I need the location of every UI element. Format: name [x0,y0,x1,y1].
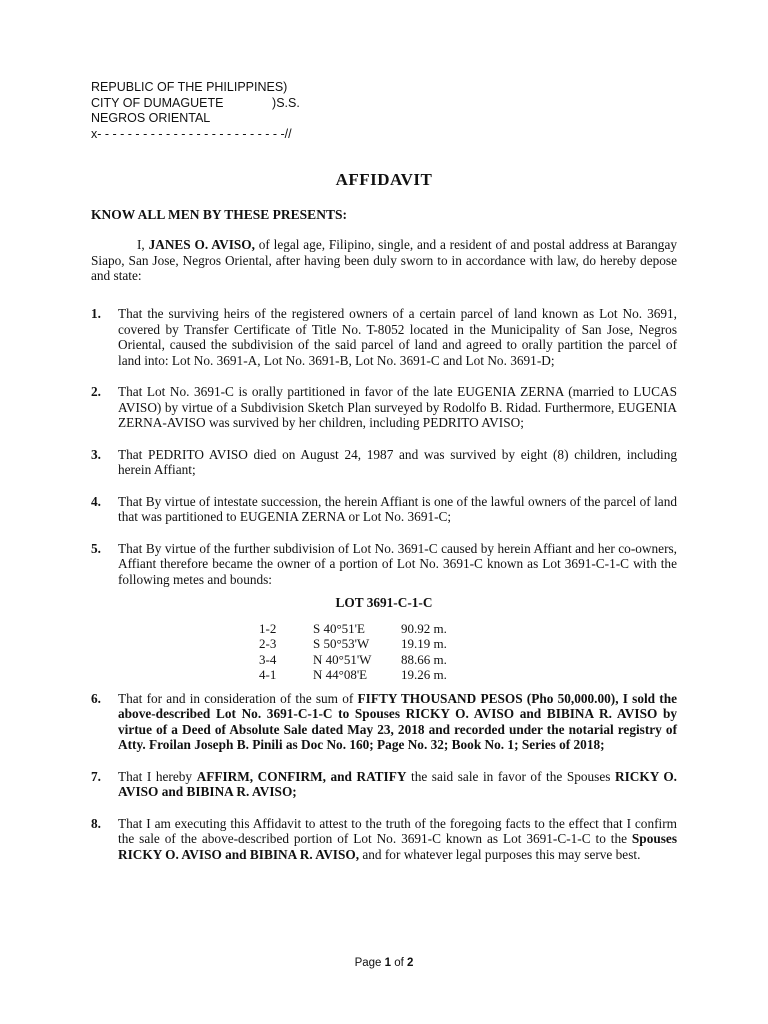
item-number: 1. [91,306,101,321]
venue-line-province: NEGROS ORIENTAL [91,111,211,125]
intro-rest: of legal age, Filipino, single, and a resident of and postal address at Barangay Siapo, San Jose, Negros Oriental, after having been duly sworn to in accordance with law, do hereby depose and state: [91,237,678,283]
intro-paragraph [91,237,677,284]
distance-cell: 88.66 m. [401,651,447,667]
document-title: AFFIDAVIT [335,170,433,189]
item-number: 7. [91,768,101,784]
item7-prefix: That I hereby [118,768,197,784]
list-item [91,769,677,800]
venue-line-republic: REPUBLIC OF THE PHILIPPINES) [91,80,288,94]
bearing-cell: S 40°51'E [313,620,365,636]
page-word: Page [354,957,385,969]
affiant-name: JANES O. AVISO, [148,237,255,252]
item-text [118,816,677,863]
item-number: 4. [91,493,101,509]
item-text [118,769,677,800]
bearing-cell: S 50°53'W [313,636,370,651]
item7-mid: the said sale in favor of the Spouses [406,768,615,784]
item8-suffix: and for whatever legal purposes this may serve best. [359,846,641,862]
page-number: 1 [384,957,392,969]
page-footer [0,957,768,969]
metes-bounds-table [259,621,461,683]
item-text: That By virtue of the further subdivision of Lot No. 3691-C caused by herein Affiant and her co-owners, Affiant therefore became the owner of a portion of Lot No. 3691-C known as Lot 3691-C-1-C with the following metes and bounds: [118,540,677,587]
item6-bold: FIFTY THOUSAND PESOS (Pho 50,000.00), I sold the above-described Lot No. 3691-C-1-C to Spouses RICKY O. AVISO and BIBINA R. AVISO by virtue of a Deed of Absolute Sale dated May 23, 2018 and recorded under the notarial registry of Atty. Froilan Joseph B. Pinili as Doc No. 160; Page No. 32; Book No. 1; Series of 2018; [118,690,678,752]
intro-prefix: I, [137,237,149,252]
line-cell: 2-3 [259,636,277,651]
item8-prefix: That I am executing this Affidavit to attest to the truth of the foregoing facts to the effect that I confirm the sale of the above-described portion of Lot No. 3691-C known as Lot 3691-C-1-C to the [118,815,677,846]
venue-line-separator: x- - - - - - - - - - - - - - - - - - - - - - - - -// [91,126,292,141]
item-text [118,691,677,753]
distance-cell: 19.19 m. [401,636,447,651]
item8-bold: Spouses RICKY O. AVISO and BIBINA R. AVISO, [118,831,677,862]
item-number: 8. [91,815,101,831]
item-number: 6. [91,690,101,706]
venue-line-city: CITY OF DUMAGUETE )S.S. [91,95,300,110]
list-item [91,494,677,525]
list-item [91,816,677,863]
item-text: That PEDRITO AVISO died on August 24, 1987 and was survived by eight (8) children, including herein Affiant; [118,446,677,477]
lot-heading: LOT 3691-C-1-C [335,595,433,610]
table-row [259,636,461,652]
item-text: That the surviving heirs of the registered owners of a certain parcel of land known as Lot No. 3691, covered by Transfer Certificate of Title No. T-8052 located in the Municipality of San Jose, Negros Oriental, caused the subdivision of the said parcel of land and agreed to orally partition the parcel of land into: Lot No. 3691-A, Lot No. 3691-B, Lot No. 3691-C and Lot No. 3691-D; [118,306,677,368]
venue-block [91,80,300,142]
item7-bold2: RICKY O. AVISO and BIBINA R. AVISO; [118,768,678,799]
page-total: 2 [407,957,414,969]
of-word: of [391,957,408,969]
distance-cell: 19.26 m. [401,667,447,682]
table-row [259,667,461,683]
item-number: 2. [91,384,101,399]
list-item [91,306,677,368]
bearing-cell: N 44°08'E [313,667,368,682]
list-item [91,691,677,753]
presents-heading: KNOW ALL MEN BY THESE PRESENTS: [91,207,347,222]
line-cell: 1-2 [259,620,277,636]
item-number: 3. [91,446,101,462]
item6-prefix: That for and in consideration of the sum of [118,690,358,706]
line-cell: 3-4 [259,651,277,667]
list-item [91,447,677,478]
item-text: That Lot No. 3691-C is orally partitioned in favor of the late EUGENIA ZERNA (married to LUCAS AVISO) by virtue of a Subdivision Sketch Plan surveyed by Rodolfo B. Ridad. Furthermore, EUGENIA ZERNA-AVISO was survived by her children, including PEDRITO AVISO; [118,384,677,430]
line-cell: 4-1 [259,667,277,682]
item7-bold1: AFFIRM, CONFIRM, and RATIFY [196,768,407,784]
item-text: That By virtue of intestate succession, the herein Affiant is one of the lawful owners of the parcel of land that was partitioned to EUGENIA ZERNA or Lot No. 3691-C; [118,493,677,524]
item-number: 5. [91,540,101,556]
table-row [259,621,461,637]
table-row [259,652,461,668]
statement-list [91,306,677,878]
bearing-cell: N 40°51'W [313,651,372,667]
distance-cell: 90.92 m. [401,620,447,636]
list-item [91,384,677,431]
list-item [91,541,677,588]
